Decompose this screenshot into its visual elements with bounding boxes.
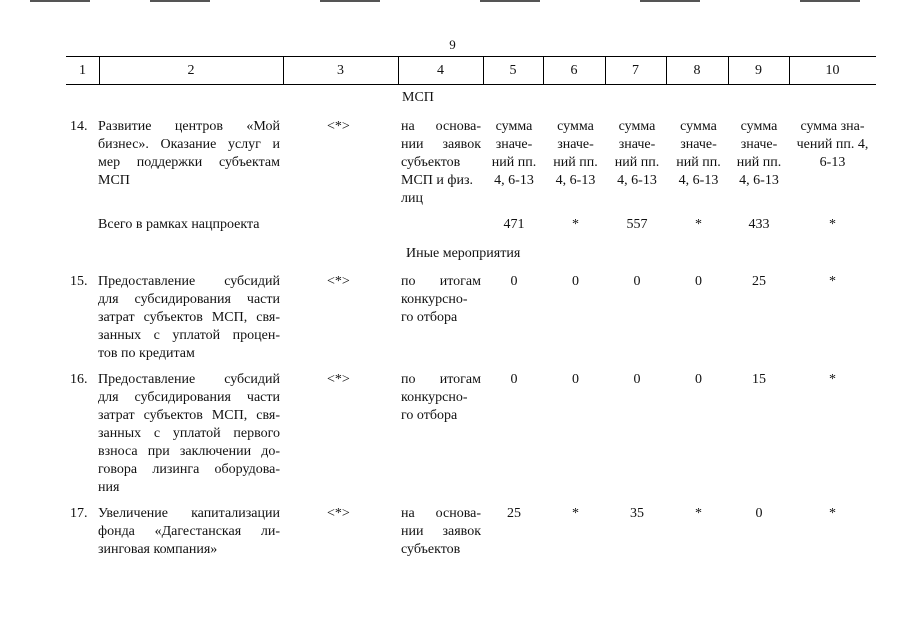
scan-mark bbox=[640, 0, 700, 2]
total-value: 557 bbox=[626, 217, 648, 232]
row-value: 15 bbox=[752, 372, 766, 387]
text-line: 4, 6-13 bbox=[739, 173, 779, 188]
row-value: 25 bbox=[507, 506, 521, 521]
header-cell: 8 bbox=[693, 63, 701, 78]
text-line: занных с уплатой первого bbox=[98, 426, 280, 441]
row-value: 35 bbox=[630, 506, 644, 521]
text-line: нии заявок bbox=[401, 137, 481, 152]
header-cell: 6 bbox=[570, 63, 578, 78]
page-number: 9 bbox=[449, 37, 456, 52]
row-number: 14. bbox=[70, 119, 88, 134]
total-value: * bbox=[829, 217, 836, 232]
text-line: ний пп. bbox=[491, 155, 537, 170]
section-heading: Иные мероприятия bbox=[406, 246, 521, 261]
row-col8 bbox=[668, 118, 729, 190]
text-line: субъектов bbox=[401, 155, 461, 170]
row-col4 bbox=[401, 505, 481, 559]
row-name bbox=[98, 118, 280, 190]
row-col5 bbox=[483, 118, 545, 190]
header-cell: 4 bbox=[437, 63, 444, 78]
text-line: затрат субъектов МСП, свя- bbox=[98, 408, 280, 423]
row-value: * bbox=[829, 274, 836, 289]
text-line: Предоставление субсидий bbox=[98, 372, 280, 387]
total-label: Всего в рамках нацпроекта bbox=[98, 217, 260, 232]
text-line: МСП bbox=[98, 173, 130, 188]
text-line: ния bbox=[98, 480, 120, 495]
text-line: конкурсно- bbox=[401, 390, 468, 405]
header-cell: 10 bbox=[825, 63, 840, 78]
row-col6 bbox=[545, 118, 606, 190]
text-line: сумма bbox=[495, 119, 533, 134]
row-value: * bbox=[829, 372, 836, 387]
row-col9 bbox=[729, 118, 789, 190]
text-line: значе- bbox=[557, 137, 594, 152]
row-value: 0 bbox=[755, 506, 763, 521]
text-line: лиц bbox=[401, 191, 423, 206]
row-value: 0 bbox=[572, 372, 579, 387]
row-col4 bbox=[401, 273, 481, 327]
header-cell: 1 bbox=[79, 63, 86, 78]
header-cell: 7 bbox=[632, 63, 639, 78]
row-value: 25 bbox=[752, 274, 766, 289]
row-value: 0 bbox=[510, 372, 518, 387]
text-line: фонда «Дагестанская ли- bbox=[98, 524, 280, 539]
text-line: ний пп. bbox=[553, 155, 598, 170]
text-line: Увеличение капитализации bbox=[98, 506, 280, 521]
row-number: 16. bbox=[70, 372, 88, 387]
header-cell: 5 bbox=[509, 63, 517, 78]
row-value: 0 bbox=[633, 372, 641, 387]
header-cell: 3 bbox=[337, 63, 344, 78]
scan-mark bbox=[800, 0, 860, 2]
text-line: ний пп. bbox=[614, 155, 660, 170]
text-line: тов по кредитам bbox=[98, 346, 195, 361]
text-line: на основа- bbox=[401, 119, 481, 134]
text-line: затрат субъектов МСП, свя- bbox=[98, 310, 280, 325]
text-line: го отбора bbox=[401, 310, 458, 325]
text-line: сумма зна- bbox=[800, 119, 865, 134]
row-col3: <*> bbox=[327, 119, 350, 134]
text-line: ний пп. bbox=[736, 155, 782, 170]
text-line: 4, 6-13 bbox=[678, 173, 719, 188]
row-name bbox=[98, 505, 280, 559]
text-line: зинговая компания» bbox=[98, 542, 218, 557]
text-line: ний пп. bbox=[676, 155, 721, 170]
text-line: сумма bbox=[680, 119, 717, 134]
text-line: 4, 6-13 bbox=[494, 173, 534, 188]
row-value: * bbox=[695, 506, 702, 521]
text-line: говора лизинга оборудова- bbox=[98, 462, 280, 477]
row-value: 0 bbox=[695, 274, 702, 289]
row-name bbox=[98, 273, 280, 363]
text-line: нии заявок bbox=[401, 524, 481, 539]
row-col3: <*> bbox=[327, 372, 350, 387]
scan-mark bbox=[30, 0, 90, 2]
row-value: 0 bbox=[695, 372, 702, 387]
row-col7 bbox=[606, 118, 668, 190]
text-line: Предоставление субсидий bbox=[98, 274, 280, 289]
total-value: 433 bbox=[748, 217, 770, 232]
text-line: мер поддержки субъектам bbox=[98, 155, 280, 170]
row-number: 15. bbox=[70, 274, 88, 289]
row-value: 0 bbox=[572, 274, 579, 289]
row-col4 bbox=[401, 371, 481, 425]
text-line: по итогам bbox=[401, 274, 481, 289]
text-line: сумма bbox=[557, 119, 594, 134]
total-value: 471 bbox=[503, 217, 525, 232]
row-col3: <*> bbox=[327, 506, 350, 521]
scan-mark bbox=[150, 0, 210, 2]
total-value: * bbox=[572, 217, 579, 232]
text-line: на основа- bbox=[401, 506, 481, 521]
row-col3: <*> bbox=[327, 274, 350, 289]
text-line: значе- bbox=[495, 137, 533, 152]
row-value: 0 bbox=[633, 274, 641, 289]
text-line: Развитие центров «Мой bbox=[98, 119, 280, 134]
text-line: субъектов bbox=[401, 542, 461, 557]
row-value: * bbox=[829, 506, 836, 521]
row-number: 17. bbox=[70, 506, 88, 521]
text-line: значе- bbox=[618, 137, 656, 152]
header-cell: 9 bbox=[755, 63, 762, 78]
text-line: 4, 6-13 bbox=[617, 173, 657, 188]
text-line: сумма bbox=[618, 119, 656, 134]
text-line: бизнес». Оказание услуг и bbox=[98, 137, 280, 152]
scan-mark bbox=[480, 0, 540, 2]
scan-mark bbox=[320, 0, 380, 2]
text-line: чений пп. 4, bbox=[796, 137, 869, 152]
total-value: * bbox=[695, 217, 702, 232]
text-line: значе- bbox=[740, 137, 778, 152]
text-line: го отбора bbox=[401, 408, 458, 423]
row-value: * bbox=[572, 506, 579, 521]
text-line: сумма bbox=[740, 119, 778, 134]
text-line: МСП и физ. bbox=[401, 173, 473, 188]
text-line: конкурсно- bbox=[401, 292, 468, 307]
row-name bbox=[98, 371, 280, 497]
row-col10 bbox=[789, 118, 876, 172]
text-line: 6-13 bbox=[819, 155, 846, 170]
text-line: для субсидирования части bbox=[98, 390, 280, 405]
text-line: 4, 6-13 bbox=[555, 173, 596, 188]
header-cell: 2 bbox=[187, 63, 195, 78]
text-line: занных с уплатой процен- bbox=[98, 328, 280, 343]
text-line: по итогам bbox=[401, 372, 481, 387]
section-heading: МСП bbox=[402, 90, 434, 105]
text-line: значе- bbox=[680, 137, 717, 152]
row-col4 bbox=[401, 118, 481, 208]
table-header-row bbox=[66, 56, 876, 85]
row-value: 0 bbox=[510, 274, 518, 289]
text-line: для субсидирования части bbox=[98, 292, 280, 307]
text-line: взноса при заключении до- bbox=[98, 444, 280, 459]
